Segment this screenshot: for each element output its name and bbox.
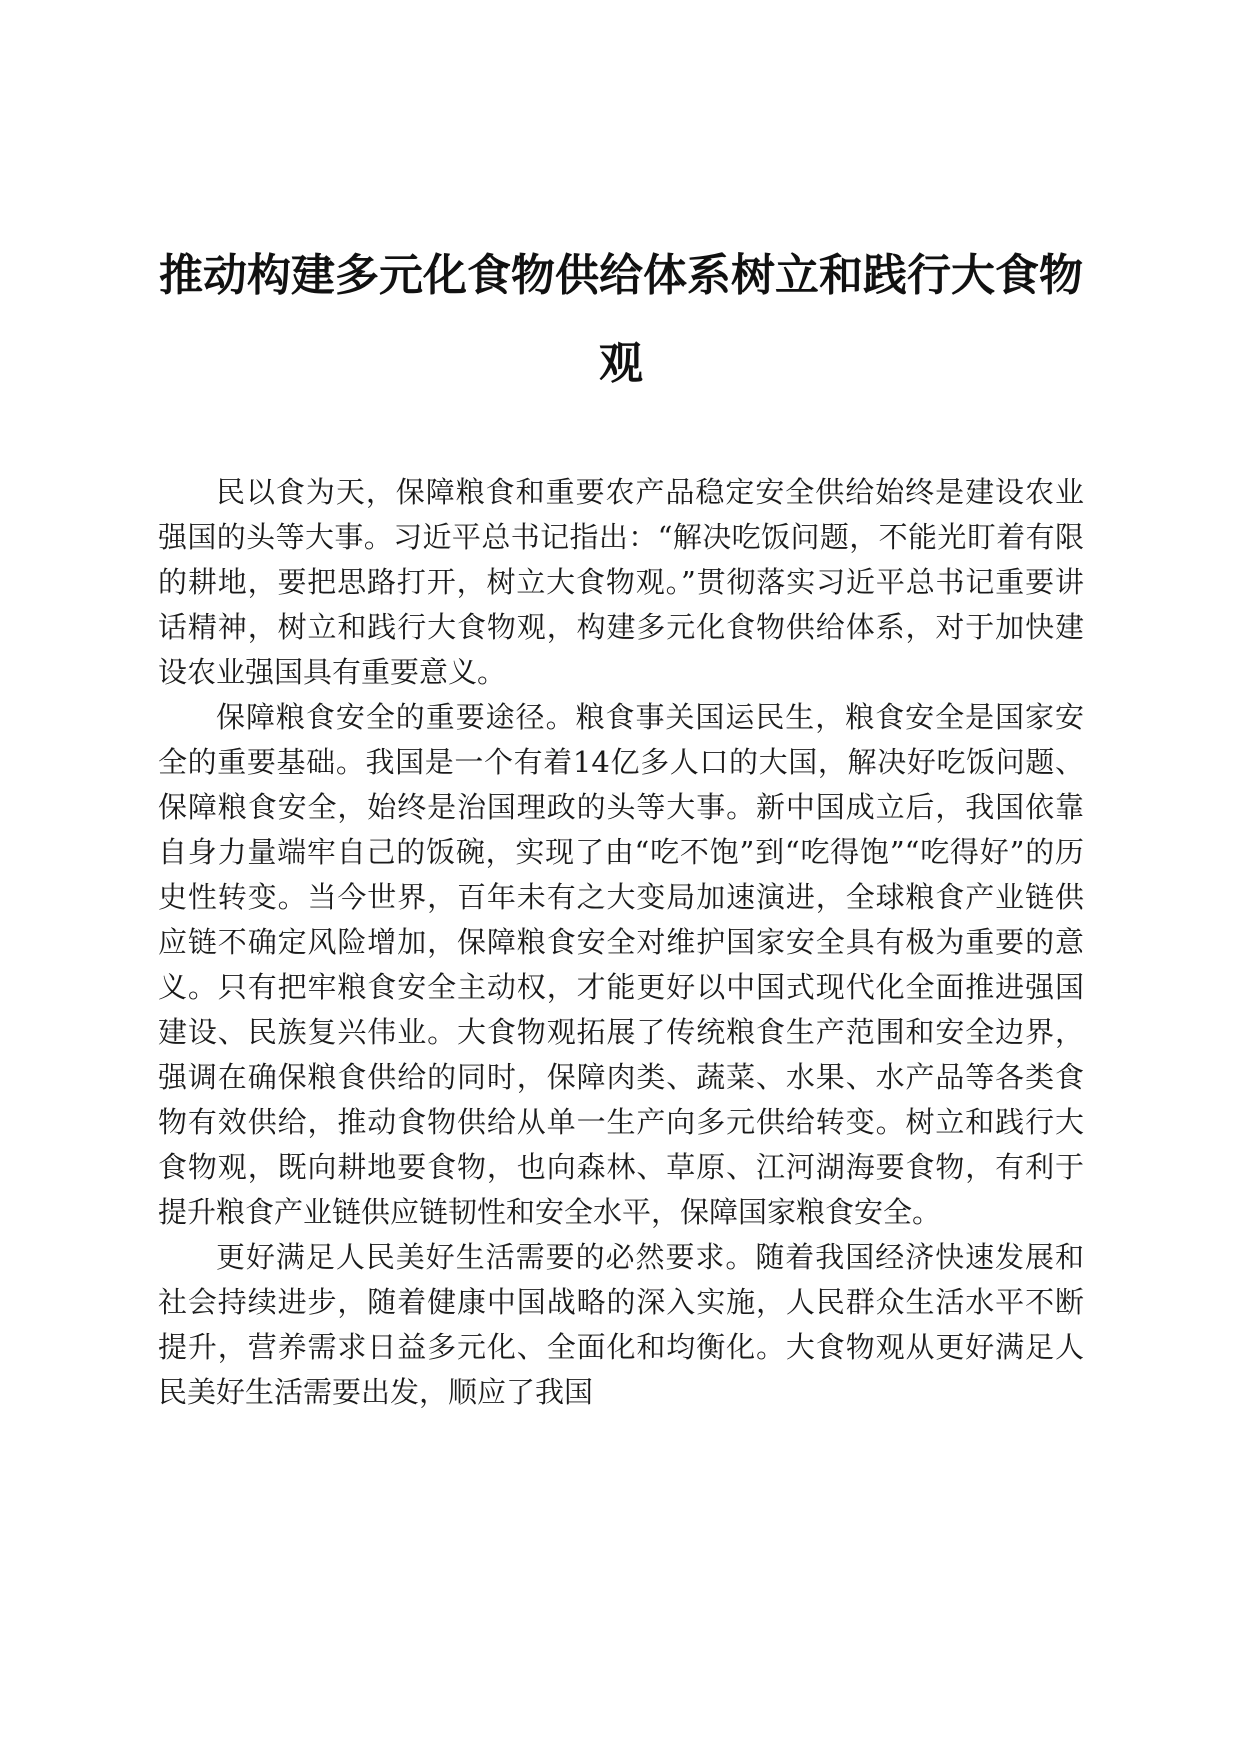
paragraph-intro: 民以食为天，保障粮食和重要农产品稳定安全供给始终是建设农业强国的头等大事。习近平总书记指出：“解决吃饭问题，不能光盯着有限的耕地，要把思路打开，树立大食物观。”贯彻落实习近平总书记重要讲话精神，树立和践行大食物观，构建多元化食物供给体系，对于加快建设农业强国具有重要意义。 <box>158 475 1084 689</box>
document-title: 推动构建多元化食物供给体系树立和践行大食物观 <box>159 250 1083 389</box>
paragraph-better-life: 更好满足人民美好生活需要的必然要求。随着我国经济快速发展和社会持续进步，随着健康中国战略的深入实施，人民群众生活水平不断提升，营养需求日益多元化、全面化和均衡化。大食物观从更好满足人民美好生活需要出发，顺应了我国 <box>158 1240 1084 1409</box>
document-body <box>158 470 1084 1415</box>
paragraph-food-security: 保障粮食安全的重要途径。粮食事关国运民生，粮食安全是国家安全的重要基础。我国是一个有着14亿多人口的大国，解决好吃饭问题、保障粮食安全，始终是治国理政的头等大事。新中国成立后，我国依靠自身力量端牢自己的饭碗，实现了由“吃不饱”到“吃得饱”“吃得好”的历史性转变。当今世界，百年未有之大变局加速演进，全球粮食产业链供应链不确定风险增加，保障粮食安全对维护国家安全具有极为重要的意义。只有把牢粮食安全主动权，才能更好以中国式现代化全面推进强国建设、民族复兴伟业。大食物观拓展了传统粮食生产范围和安全边界，强调在确保粮食供给的同时，保障肉类、蔬菜、水果、水产品等各类食物有效供给，推动食物供给从单一生产向多元供给转变。树立和践行大食物观，既向耕地要食物，也向森林、草原、江河湖海要食物，有利于提升粮食产业链供应链韧性和安全水平，保障国家粮食安全。 <box>158 700 1084 1229</box>
